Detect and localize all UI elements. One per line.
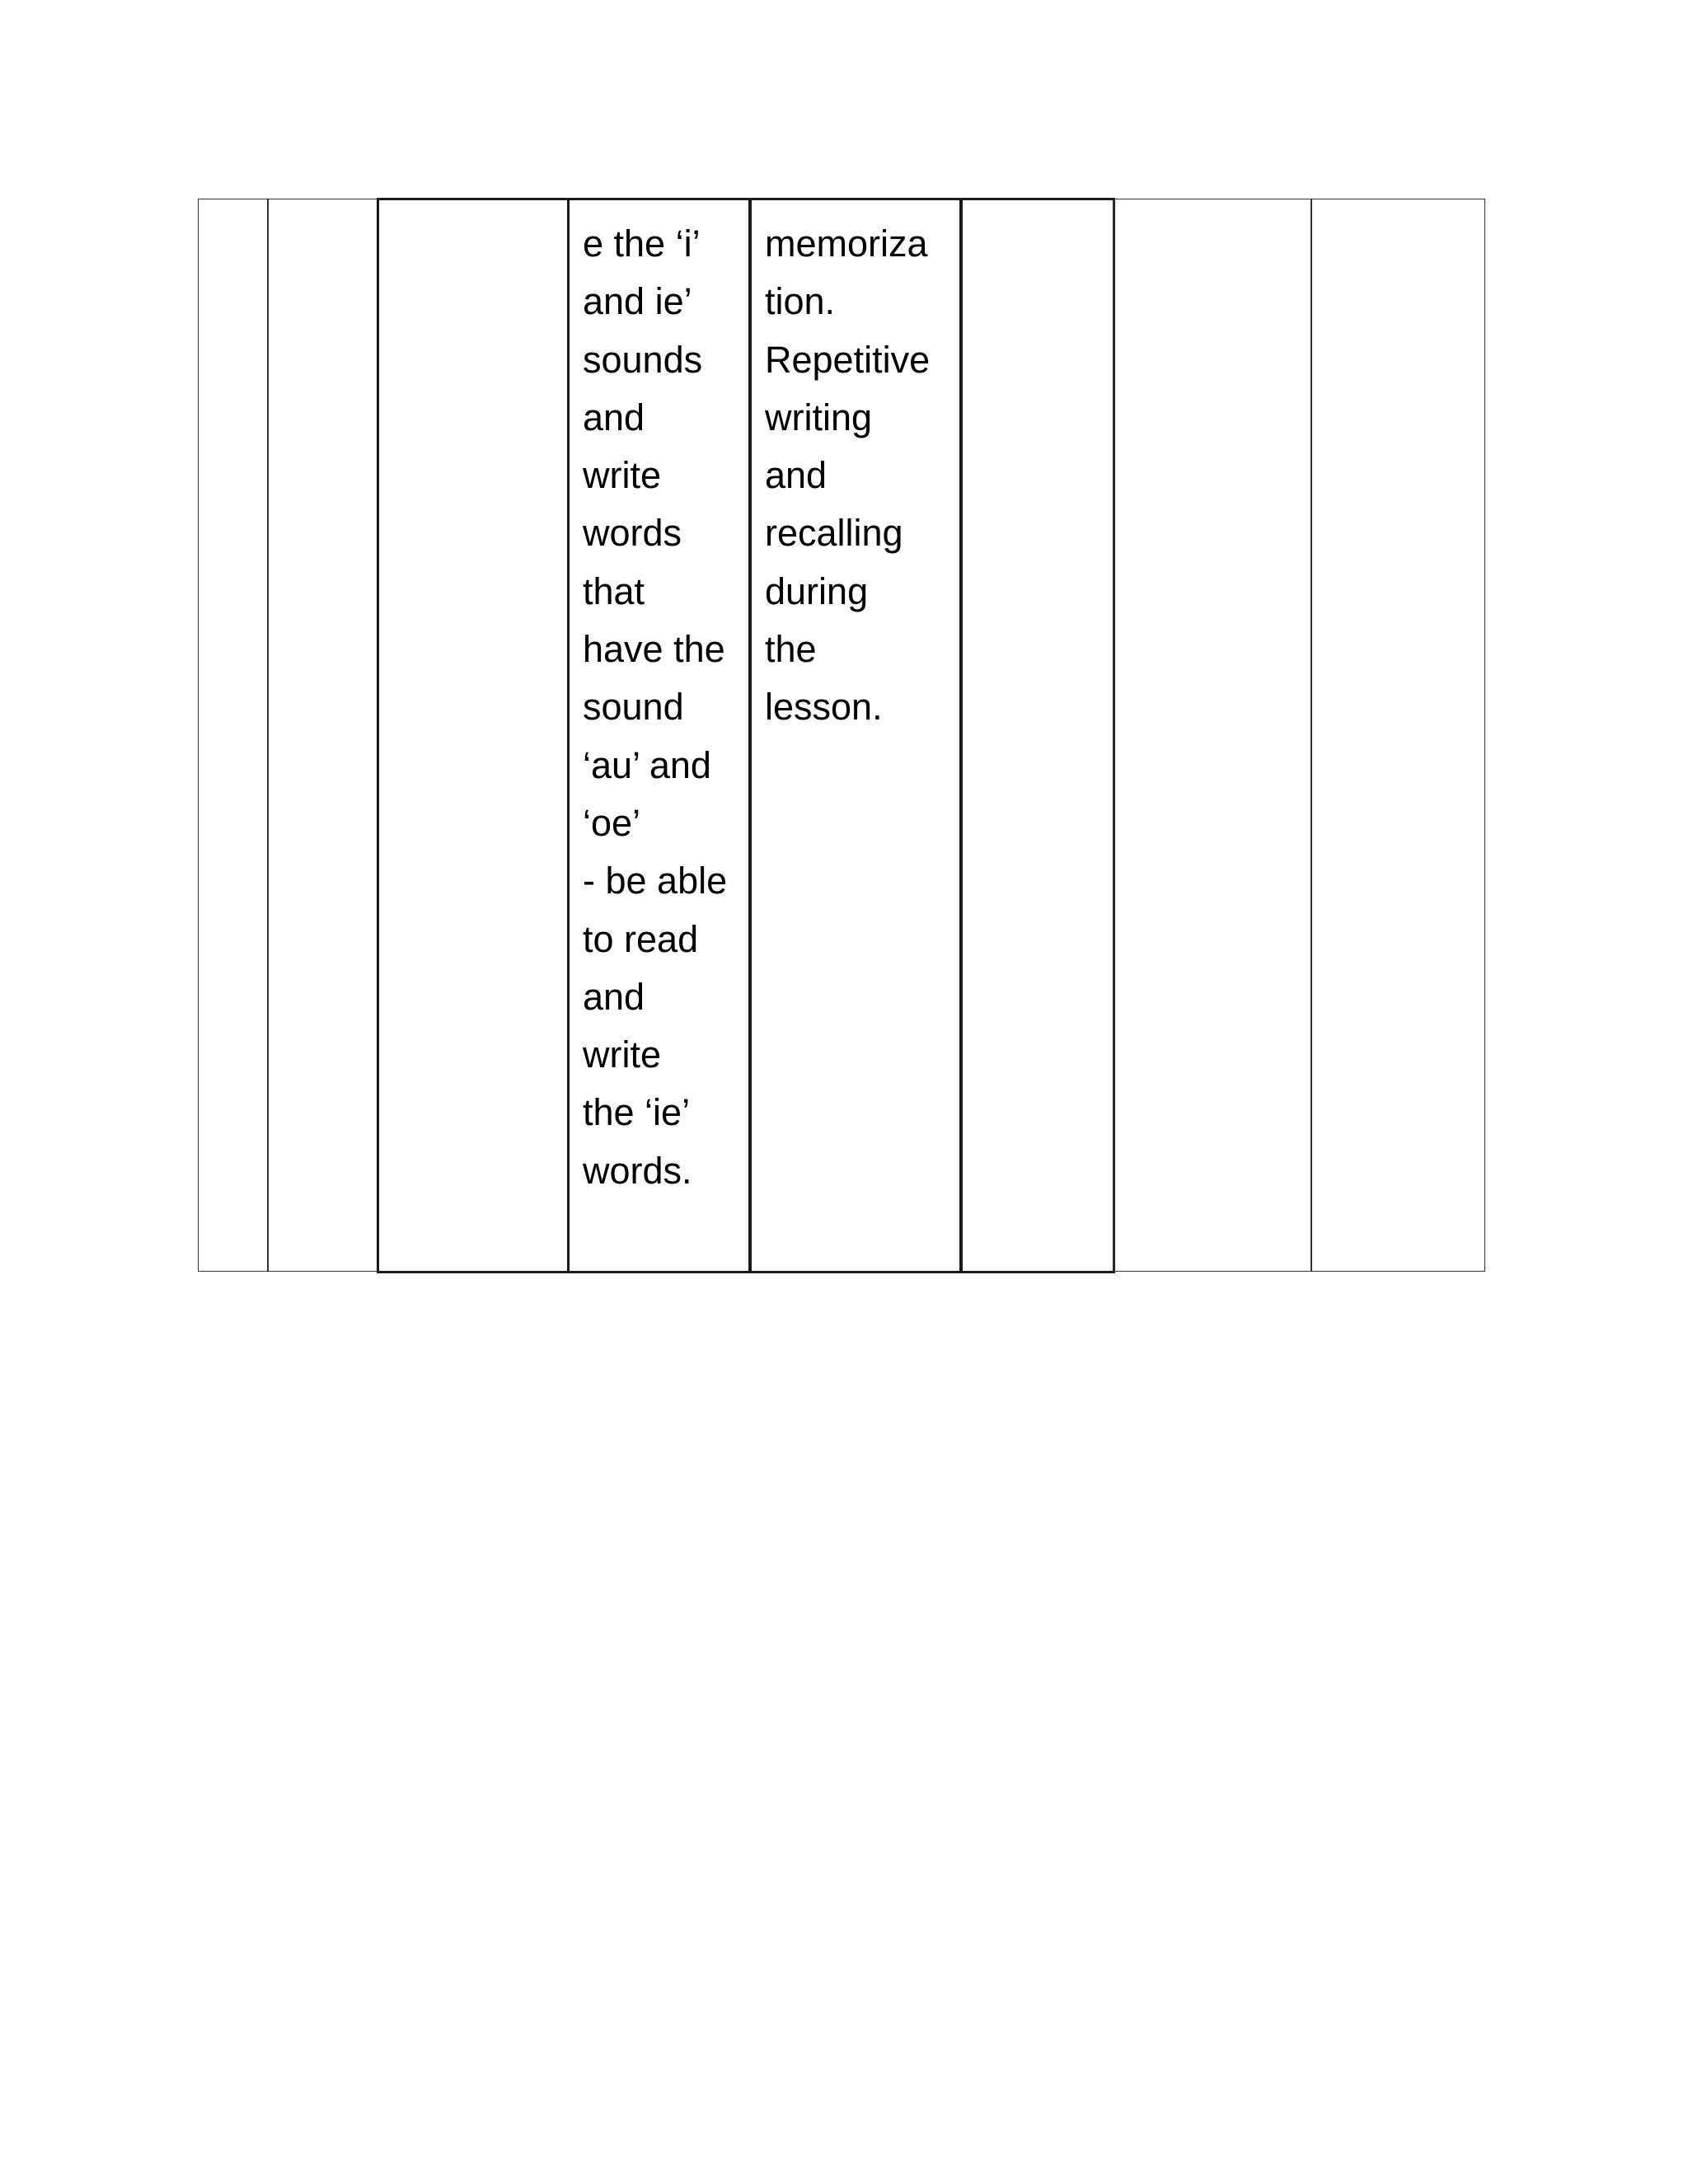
- table-column-activities: [749, 198, 962, 1273]
- table-column-2: [267, 199, 379, 1272]
- table-column-6: [960, 198, 1115, 1273]
- table-column-1: [198, 199, 269, 1272]
- table-column-8: [1311, 199, 1485, 1272]
- table-column-3: [377, 198, 570, 1273]
- activities-cell-text: memoriza tion. Repetitive writing and recalling during the lesson.: [765, 223, 931, 729]
- objectives-cell-text: e the ‘i’ and ie’ sounds and write words that have the sound ‘au’ and ‘oe’ - be able to read and write the ‘ie’ words.: [583, 223, 728, 1192]
- table-column-objectives: [567, 198, 751, 1273]
- table-column-7: [1114, 199, 1312, 1272]
